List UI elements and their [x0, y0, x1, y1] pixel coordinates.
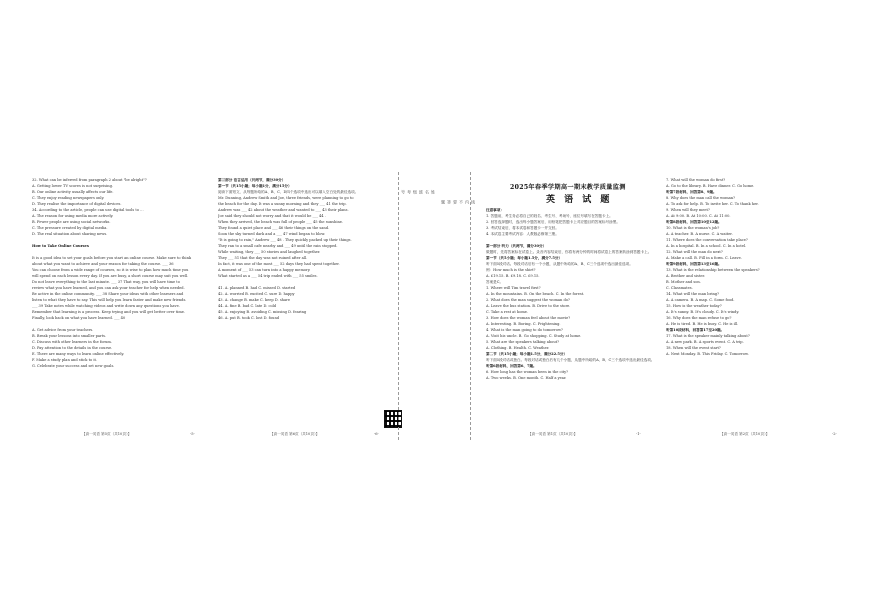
- left-fold-line: [398, 172, 399, 440]
- right-sheet-page-number-2: -2-: [832, 432, 837, 436]
- text-line: A. Clothing. B. Health. C. Weather.: [486, 346, 550, 350]
- left-sheet-column-1: [32, 178, 208, 428]
- text-line: 18. When will the event start?: [666, 346, 721, 350]
- binding-char: 线: [471, 200, 476, 204]
- right-sheet-column-2: [666, 178, 842, 430]
- binding-char: 班: [419, 190, 424, 194]
- text-line: 17. What is the speaker mainly talking about?: [666, 334, 750, 338]
- right-exam-sheet: [476, 170, 856, 442]
- text-line: A. Leave the bus station. B. Drive to the store.: [486, 304, 571, 308]
- text-line: 第一节（共15小题；每小题1分，满分15分）: [218, 184, 292, 188]
- binding-char: 内: [465, 200, 470, 204]
- text-line: 15. How is the weather today?: [666, 304, 722, 308]
- text-line: Mr. Dunning, Andrew Smith and Joe, three friends, were planning to go to: [218, 196, 354, 200]
- right-sheet-page-number-1: -1-: [636, 432, 641, 436]
- text-line: 32. What can be inferred from paragraph 2 about "be alright"?: [32, 178, 147, 182]
- text-line: 3. How does the woman feel about the movie?: [486, 316, 571, 320]
- text-line: 11. Where does the conversation take place?: [666, 238, 748, 242]
- text-line: C. Discuss with other learners in the forum.: [32, 340, 112, 344]
- text-line: 3. 考试结束后，将本试卷和答题卡一并交回。: [486, 226, 559, 230]
- text-line: B. Our online activity usually affects our life.: [32, 190, 114, 194]
- text-line: 听下面5段对话。每段对话后有一个小题，从题中所给的A、B、C三个选项中选出最佳选项。: [486, 262, 633, 266]
- text-line: 第一部分 听力（共两节，满分30分）: [486, 244, 547, 248]
- binding-char: 号: [401, 190, 406, 194]
- text-line: [32, 322, 208, 327]
- text-line: will spend on each lesson every day. If you are busy, a short course may suit you well.: [32, 274, 189, 278]
- text-line: C. Classmates.: [666, 286, 693, 290]
- text-line: A. The reason for using media more actively.: [32, 214, 114, 218]
- text-line: 44. A. fine B. bad C. late D. cold: [218, 304, 277, 308]
- text-line: 阅读下面短文，从每题所给的A、B、C、D四个选项中选出可以填入空白处的最佳选项。: [218, 190, 359, 194]
- exam-title: 2025年春季学期高一期末教学质量监测: [510, 184, 626, 191]
- text-line: A. Make a call. B. Fill in a form. C. Leave.: [666, 256, 742, 260]
- text-line: A. A teacher. B. A nurse. C. A waiter.: [666, 232, 733, 236]
- text-line: Remember that learning is a process. Keep trying and you will get better over time.: [32, 310, 185, 314]
- text-line: 第一节（共5小题；每小题1.5分，满分7.5分）: [486, 256, 563, 260]
- text-line: 5. What are the speakers talking about?: [486, 340, 560, 344]
- text-line: 听下面5段对话或独白。每段对话或独白后有几个小题，从题中所给的A、B、C三个选项中选出最佳选项。: [486, 358, 655, 362]
- text-line: Andrew was ___ 42 about the weather and wanted to ___ 43 their plans.: [218, 208, 349, 212]
- text-line: A. Get advice from your teachers.: [32, 328, 94, 332]
- text-line: 听第9段材料，回答第13至16题。: [666, 262, 722, 266]
- text-line: 第三部分 语言运用（共两节，满分30分）: [218, 178, 286, 182]
- text-line: 答案是C。: [486, 280, 504, 284]
- text-line: A. Brother and sister.: [666, 274, 705, 278]
- text-line: F. Make a study plan and stick to it.: [32, 358, 98, 362]
- text-line: 12. What will the man do next?: [666, 250, 723, 254]
- text-line: A. At 9:00. B. At 10:00. C. At 11:00.: [666, 214, 731, 218]
- text-line: 42. A. worried B. excited C. sure D. happy: [218, 292, 295, 296]
- text-line: 46. A. put B. took C. lost D. found: [218, 316, 280, 320]
- text-line: A. In a hospital. B. In a school. C. In a hotel.: [666, 244, 747, 248]
- text-line: It is a good idea to set your goals before you start an online course. Make sure to think: [32, 256, 192, 260]
- left-sheet-page-number-1: -5-: [190, 432, 195, 436]
- right-sheet-footer-1: 【高一英语 第1页（共10页）】: [528, 432, 578, 436]
- text-line: review what you have learned, and you can ask your teacher for help when needed.: [32, 286, 185, 290]
- text-line: [486, 238, 658, 243]
- text-line: B. Break your lessons into smaller parts.: [32, 334, 107, 338]
- text-line: 注意事项：: [486, 208, 504, 212]
- text-line: A. He is tired. B. He is busy. C. He is ill.: [666, 322, 739, 326]
- text-line: 16. Why does the man refuse to go?: [666, 316, 732, 320]
- text-line: 34. According to the article, people can use digital tools to ...: [32, 208, 144, 212]
- text-line: about what you want to achieve and your reason for taking the course. ___ 36: [32, 262, 174, 266]
- text-line: D. They realise the importance of digital devices.: [32, 202, 122, 206]
- text-line: 听第8段材料，回答第10至12题。: [666, 220, 722, 224]
- left-sheet-column-2: [218, 178, 394, 428]
- text-line: D. The real situation about sharing news.: [32, 232, 108, 236]
- text-line: 14. What will the man bring?: [666, 292, 720, 296]
- text-line: A moment of ___ 53 can turn into a happy memory.: [218, 268, 311, 272]
- text-line: [32, 238, 208, 243]
- text-line: A. Next Monday. B. This Friday. C. Tomorrow.: [666, 352, 749, 356]
- text-line: 41. A. planned B. had C. missed D. started: [218, 286, 296, 290]
- left-exam-sheet: [22, 170, 414, 442]
- text-line: 45. A. enjoying B. avoiding C. missing D. fearing: [218, 310, 307, 314]
- text-line: 1. 答题前，考生务必将自己的姓名、考生号、考场号、座位号填写在答题卡上。: [486, 214, 613, 218]
- text-line: [32, 250, 208, 255]
- text-line: A. Go to the library. B. Have dinner. C. Go home.: [666, 184, 755, 188]
- text-line: ___ 39 Take notes while watching videos and write down any questions you have.: [32, 304, 180, 308]
- text-line: You can choose from a wide range of courses, so it is wise to plan how much time you: [32, 268, 189, 272]
- text-line: 43. A. change B. make C. keep D. share: [218, 298, 290, 302]
- left-side-binding-label: [400, 190, 436, 216]
- text-line: 第二节（共15小题；每小题1.5分，满分22.5分）: [486, 352, 568, 356]
- text-line: 2. 回答选择题时，选出每小题答案后，用铅笔把答题卡上对应题目的答案标号涂黑。: [486, 220, 620, 224]
- text-line: In fact, it was one of the most ___ 52 days they had spent together.: [218, 262, 340, 266]
- text-line: C. Take a rest at home.: [486, 310, 529, 314]
- left-sheet-footer-1: 【高一英语 第5页（共10页）】: [82, 432, 132, 436]
- text-line: listen to what they have to say. This will help you learn faster and make new friends.: [32, 298, 187, 302]
- text-line: 13. What is the relationship between the speakers?: [666, 268, 760, 272]
- text-line: A. To ask for help. B. To invite her. C. To thank her.: [666, 202, 759, 206]
- text-line: the beach for the day. It was a sunny morning and they ___ 41 the trip.: [218, 202, 347, 206]
- text-line: A. A camera. B. A map. C. Some food.: [666, 298, 735, 302]
- text-line: 6. How long has the woman been in the city?: [486, 370, 569, 374]
- text-line: C. The pressure created by digital media.: [32, 226, 108, 230]
- exam-subject-title: 英 语 试 题: [546, 195, 613, 205]
- right-sheet-footer-2: 【高一英语 第2页（共10页）】: [720, 432, 770, 436]
- text-line: A. Two weeks. B. One month. C. Half a year.: [486, 376, 567, 380]
- text-line: 听第7段材料，回答第8、9题。: [666, 190, 717, 194]
- text-line: 4. 本试卷主要考试内容：人教版必修第三册。: [486, 232, 559, 236]
- text-line: 10. What is the woman's job?: [666, 226, 720, 230]
- binding-char: 答: [447, 200, 452, 204]
- text-line: B. Fewer people are using social networks.: [32, 220, 111, 224]
- binding-char: 名: [425, 190, 430, 194]
- binding-char: 级: [413, 190, 418, 194]
- text-line: 9. When will they meet?: [666, 208, 710, 212]
- text-line: They ___ 51 that the day was not ruined after all.: [218, 256, 308, 260]
- text-line: Do not leave everything to the last minute. ___ 37 That way, you will have time to: [32, 280, 180, 284]
- text-line: 例：How much is the shirt?: [486, 268, 536, 272]
- text-line: A. In the mountains. B. On the beach. C. In the forest.: [486, 292, 585, 296]
- text-line: A. Getting lower TV scores is not surprising.: [32, 184, 114, 188]
- text-line: While waiting, they ___ 50 stories and laughed together.: [218, 250, 321, 254]
- text-line: They found a quiet place and ___ 46 their things on the sand.: [218, 226, 330, 230]
- text-line: A. Visit his uncle. B. Go shopping. C. Study at home.: [486, 334, 582, 338]
- text-line: How to Take Online Courses: [32, 244, 89, 248]
- text-line: 8. Why does the man call the woman?: [666, 196, 736, 200]
- text-line: A. A new park. B. A sports event. C. A trip.: [666, 340, 744, 344]
- text-line: 7. What will the woman do first?: [666, 178, 726, 182]
- binding-char: 要: [453, 200, 458, 204]
- text-line: A. £19.15. B. £9.18. C. £9.15.: [486, 274, 540, 278]
- text-line: Finally, look back on what you have learned. ___ 40: [32, 316, 126, 320]
- text-line: A. Interesting. B. Boring. C. Frightening.: [486, 322, 561, 326]
- text-line: D. Pay attention to the details in the course.: [32, 346, 113, 350]
- left-sheet-page-number-2: -6-: [374, 432, 379, 436]
- binding-char: 不: [459, 200, 464, 204]
- qr-code-icon: [384, 410, 402, 428]
- text-line: 2. What does the man suggest the woman do?: [486, 298, 570, 302]
- text-line: When they arrived, the beach was full of people ___ 45 the sunshine.: [218, 220, 344, 224]
- text-line: 做题时，先将答案标在试卷上。录音内容结束后，你将有两分钟的时间将试卷上的答案转涂到答题卡上。: [486, 250, 652, 254]
- text-line: B. Mother and son.: [666, 280, 701, 284]
- text-line: 4. What is the man going to do tomorrow?: [486, 328, 563, 332]
- left-sheet-footer-2: 【高一英语 第6页（共10页）】: [270, 432, 320, 436]
- text-line: [218, 280, 394, 285]
- text-line: Joe said they should not worry and that it would be ___ 44 .: [218, 214, 326, 218]
- text-line: A. It's sunny. B. It's cloudy. C. It's windy.: [666, 310, 740, 314]
- binding-char: 姓: [431, 190, 436, 194]
- text-line: G. Celebrate your success and set new goals.: [32, 364, 115, 368]
- text-line: E. There are many ways to learn online effectively.: [32, 352, 125, 356]
- text-line: 1. Where will Tim travel first?: [486, 286, 541, 290]
- text-line: What started as a ___ 54 trip ended with ___ 55 smiles.: [218, 274, 318, 278]
- text-line: Be active in the online community. ___ 38 Share your ideas with other learners and: [32, 292, 184, 296]
- text-line: C. They enjoy reading newspapers only.: [32, 196, 105, 200]
- right-sheet-column-1: [486, 208, 658, 430]
- binding-char: 考: [407, 190, 412, 194]
- text-line: "It is going to rain," Andrew ___ 48 . They quickly packed up their things.: [218, 238, 352, 242]
- text-line: They ran to a small cafe nearby and ___ 49 until the rain stopped.: [218, 244, 338, 248]
- binding-char: 题: [441, 200, 446, 204]
- text-line: 听第6段材料，回答第6、7题。: [486, 364, 537, 368]
- text-line: Soon the sky turned dark and a ___ 47 wind began to blow.: [218, 232, 326, 236]
- text-line: 听第10段材料，回答第17至20题。: [666, 328, 725, 332]
